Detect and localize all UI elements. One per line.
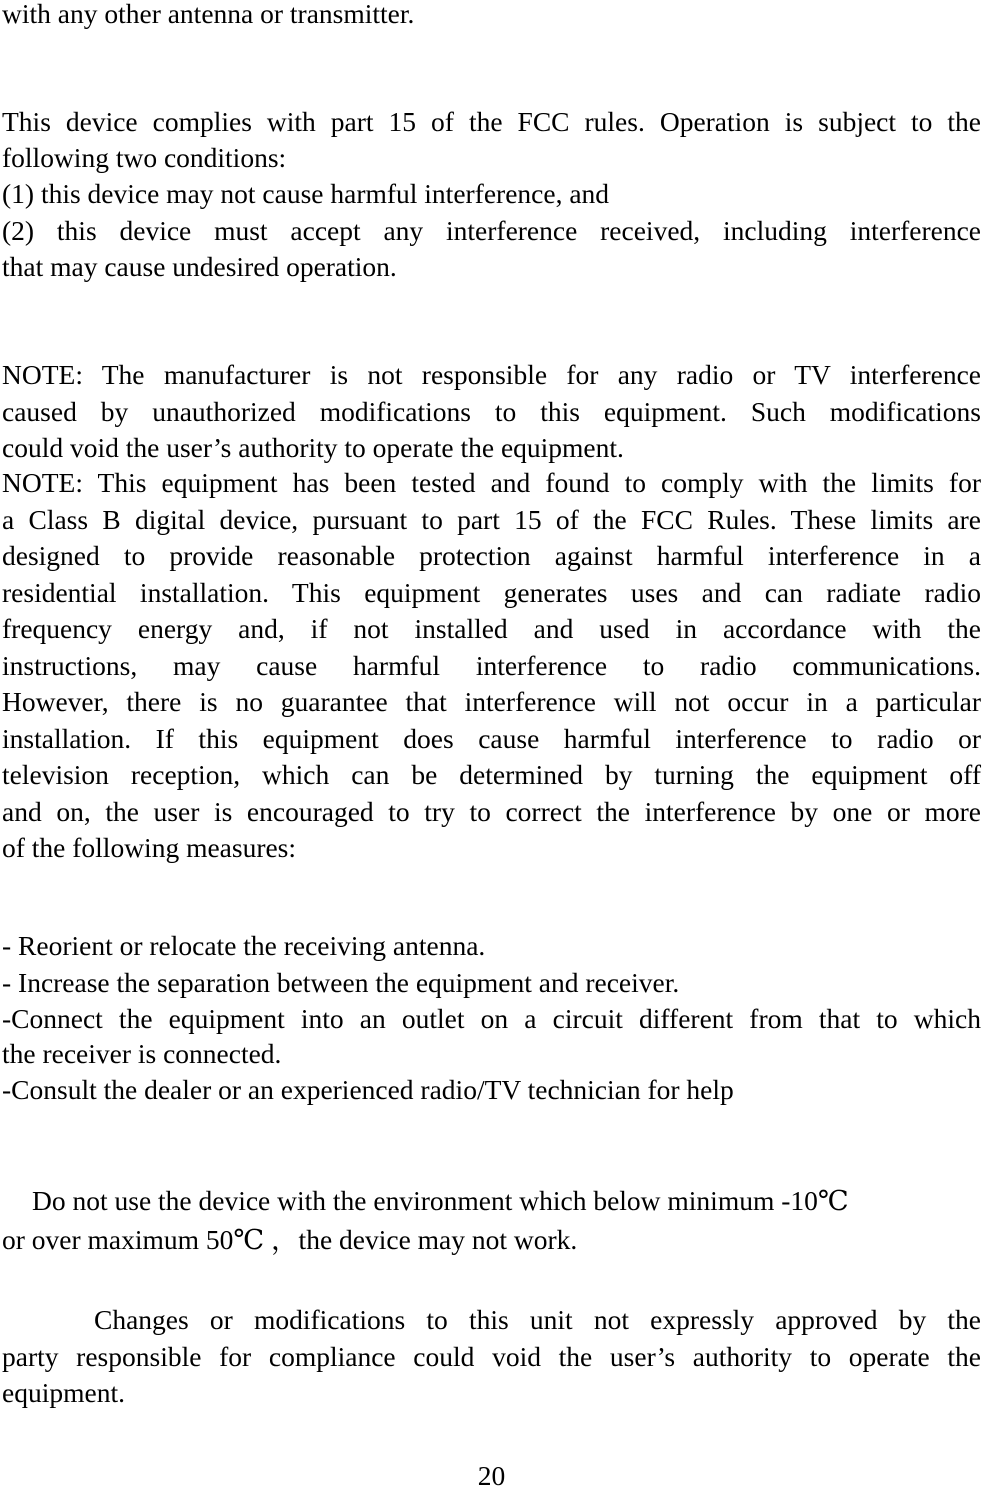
note-class-b bbox=[2, 465, 981, 867]
text-line: This device complies with part 15 of the FCC rules. Operation is subject to the bbox=[2, 106, 981, 137]
text-line: could void the user’s authority to operate the equipment. bbox=[2, 432, 624, 463]
text-line: Changes or modifications to this unit not expressly approved by the bbox=[94, 1304, 981, 1335]
text-line: installation. If this equipment does cause harmful interference to radio or bbox=[2, 722, 981, 754]
text-line: the receiver is connected. bbox=[2, 1037, 282, 1069]
text-line: following two conditions: bbox=[2, 141, 287, 173]
text-line: However, there is no guarantee that interference will not occur in a particular bbox=[2, 686, 981, 717]
note-manufacturer bbox=[2, 357, 981, 467]
text-line: a Class B digital device, pursuant to part 15 of the FCC Rules. These limits are bbox=[2, 503, 981, 535]
continuation-line bbox=[2, 0, 981, 33]
text-line: frequency energy and, if not installed and used in accordance with the bbox=[2, 613, 981, 644]
text-line: instructions, may cause harmful interference to radio communications. bbox=[2, 649, 981, 681]
list-item: -Consult the dealer or an experienced radio/TV technician for help bbox=[2, 1074, 734, 1105]
list-item: - Increase the separation between the equipment and receiver. bbox=[2, 966, 680, 998]
page-number: 20 bbox=[477, 1460, 506, 1491]
text-line: NOTE: The manufacturer is not responsible for any radio or TV interference bbox=[2, 359, 981, 390]
text-line: television reception, which can be determined by turning the equipment off bbox=[2, 759, 981, 790]
text-line: or over maximum 50℃ ，the device may not work. bbox=[2, 1223, 578, 1255]
text-line: and on, the user is encouraged to try to correct the interference by one or more bbox=[2, 795, 981, 827]
text-line: with any other antenna or transmitter. bbox=[2, 0, 415, 29]
text-line: caused by unauthorized modifications to this equipment. Such modifications bbox=[2, 395, 981, 427]
fcc-part15-statement bbox=[2, 104, 981, 286]
text-line: Do not use the device with the environment which below minimum -10℃ bbox=[32, 1185, 849, 1216]
list-item: -Connect the equipment into an outlet on a circuit different from that to which bbox=[2, 1003, 981, 1034]
modifications-warning bbox=[2, 1302, 981, 1412]
measures-list bbox=[2, 928, 981, 1109]
text-line: equipment. bbox=[2, 1377, 125, 1408]
condition-2: (2) this device must accept any interference received, including interference bbox=[2, 214, 981, 246]
condition-1: (1) this device may not cause harmful interference, and bbox=[2, 178, 610, 209]
text-line: NOTE: This equipment has been tested and found to comply with the limits for bbox=[2, 467, 981, 498]
text-line: residential installation. This equipment generates uses and can radiate radio bbox=[2, 576, 981, 608]
text-line: party responsible for compliance could void the user’s authority to operate the bbox=[2, 1340, 981, 1372]
text-line: of the following measures: bbox=[2, 832, 297, 863]
text-line: that may cause undesired operation. bbox=[2, 251, 397, 282]
temperature-warning bbox=[2, 1183, 981, 1258]
text-line: designed to provide reasonable protection against harmful interference in a bbox=[2, 540, 981, 571]
list-item: - Reorient or relocate the receiving antenna. bbox=[2, 930, 486, 961]
